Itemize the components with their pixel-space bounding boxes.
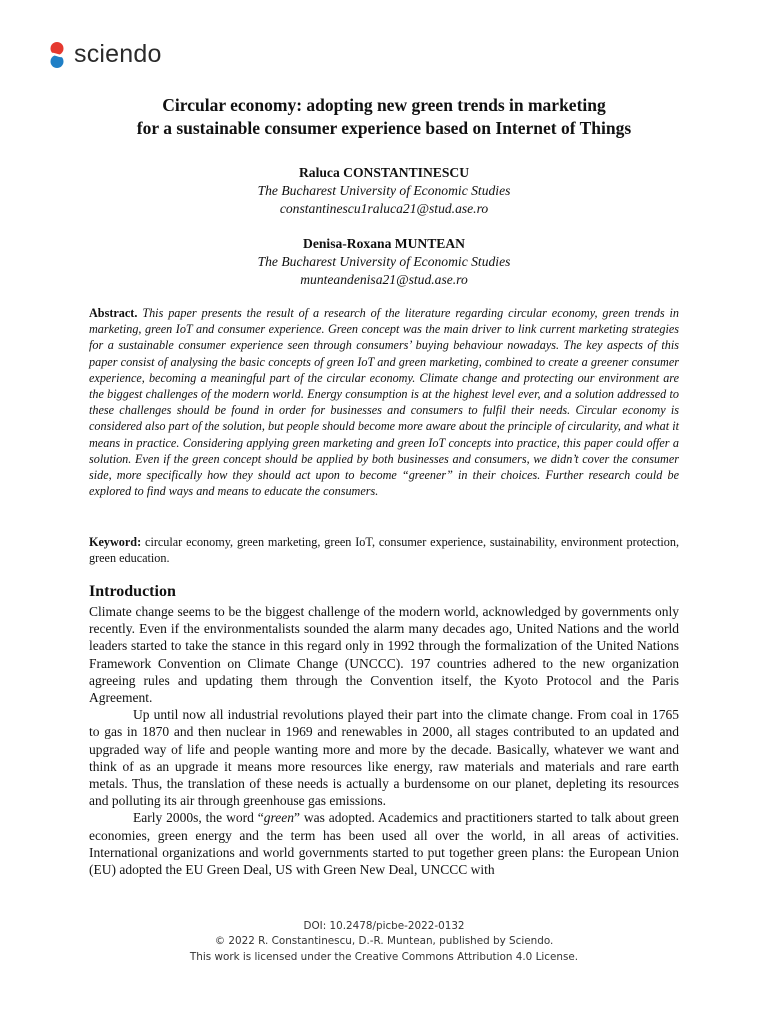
sciendo-logo-icon [48,41,66,69]
author-block [84,164,684,218]
author-name: Denisa-Roxana MUNTEAN [303,236,465,251]
author-block [84,235,684,289]
author-affiliation: The Bucharest University of Economic Studies [257,183,511,198]
page-footer [0,919,768,965]
abstract-text: This paper presents the result of a research of the literature regarding circular economy, green trends in marketing, green IoT and consumer experience. Green concept was the main driver to link current marketing strategies for a sustainable consumer experience seen through consumers’ buying behaviour nowadays. The key aspects of this paper consist of analysing the basic concepts of green IoT and green marketing, combined to create a greener consumer experience, becoming a meaningful part of the circular economy. Climate change and protecting our environment are the biggest challenges of the modern world. Energy consumption is at the highest level ever, and a solution addressed to these challenges should be found in order for businesses and consumers to fulfil their needs. Circular economy is considered also part of the solution, but people should become more aware about the principle of circularity, and what it means in practice. Considering applying green marketing and green IoT concepts into practice, this paper could offer a solution. Even if the green concept should be applied by both businesses and consumers, we didn’t cover the consumer side, more specifically how they should act upon to become “greener” in their choices. Further research could be explored to find ways and means to educate the consumers. [89,306,679,499]
body-paragraph: Up until now all industrial revolutions played their part into the climate change. From coal in 1765 to gas in 1870 and then nuclear in 1969 and renewables in 2000, all stages contributed to an updated and upgraded way of life and people wanting more and more by the decade. Basically, whatever we want and think of as an upgrade it means more resources like energy, raw materials and materials and rare earth metals. Thus, the translation of these needs is actually a burdensome on our planet, depleting its resources and polluting its air through greenhouse gas emissions. [89,707,679,809]
author-email: constantinescu1raluca21@stud.ase.ro [279,201,489,216]
introduction-body [89,603,679,878]
body-paragraph [89,809,679,878]
section-heading: Introduction [89,583,176,600]
body-paragraph: Climate change seems to be the biggest challenge of the modern world, acknowledged by governments only recently. Even if the environmentalists sounded the alarm many decades ago, United Nations and the world leaders started to take the stance in this regard only in 1992 through the formalization of the United Nations Framework Convention on Climate Change (UNCCC). 197 countries adhered to the new organization agreeing rules and updating them through the Convention itself, the Kyoto Protocol and the Paris Agreement. [89,604,679,706]
keywords [89,534,679,566]
publisher-logo-text: sciendo [74,40,162,68]
keywords-label: Keyword: [89,535,142,549]
body-text-span: ” was adopted. Academics and practitioners started to talk about green economies, green energy and the term has been used all over the world, in all areas of activities. International organizations and world governments started to put together green plans: the European Union (EU) adopted the EU Green Deal, US with Green New Deal, UNCCC with [89,810,679,878]
body-text-span: Early 2000s, the word “ [133,810,264,826]
abstract-label: Abstract. [89,306,138,320]
license-text: This work is licensed under the Creative Commons Attribution 4.0 License. [189,950,579,963]
author-affiliation: The Bucharest University of Economic Studies [257,254,511,269]
doi-text: DOI: 10.2478/picbe-2022-0132 [303,920,465,932]
paper-title [60,94,708,140]
keywords-text: circular economy, green marketing, green IoT, consumer experience, sustainability, environment protection, green education. [89,535,679,566]
paper-title-line: Circular economy: adopting new green trends in marketing [162,95,606,115]
publisher-logo [48,40,162,69]
author-email: munteandenisa21@stud.ase.ro [300,272,468,287]
author-name: Raluca CONSTANTINESCU [298,165,470,180]
emphasized-word: green [263,810,294,826]
paper-title-line: for a sustainable consumer experience based on Internet of Things [136,118,632,138]
abstract [89,305,679,499]
copyright-text: © 2022 R. Constantinescu, D.-R. Muntean, published by Sciendo. [214,935,554,948]
